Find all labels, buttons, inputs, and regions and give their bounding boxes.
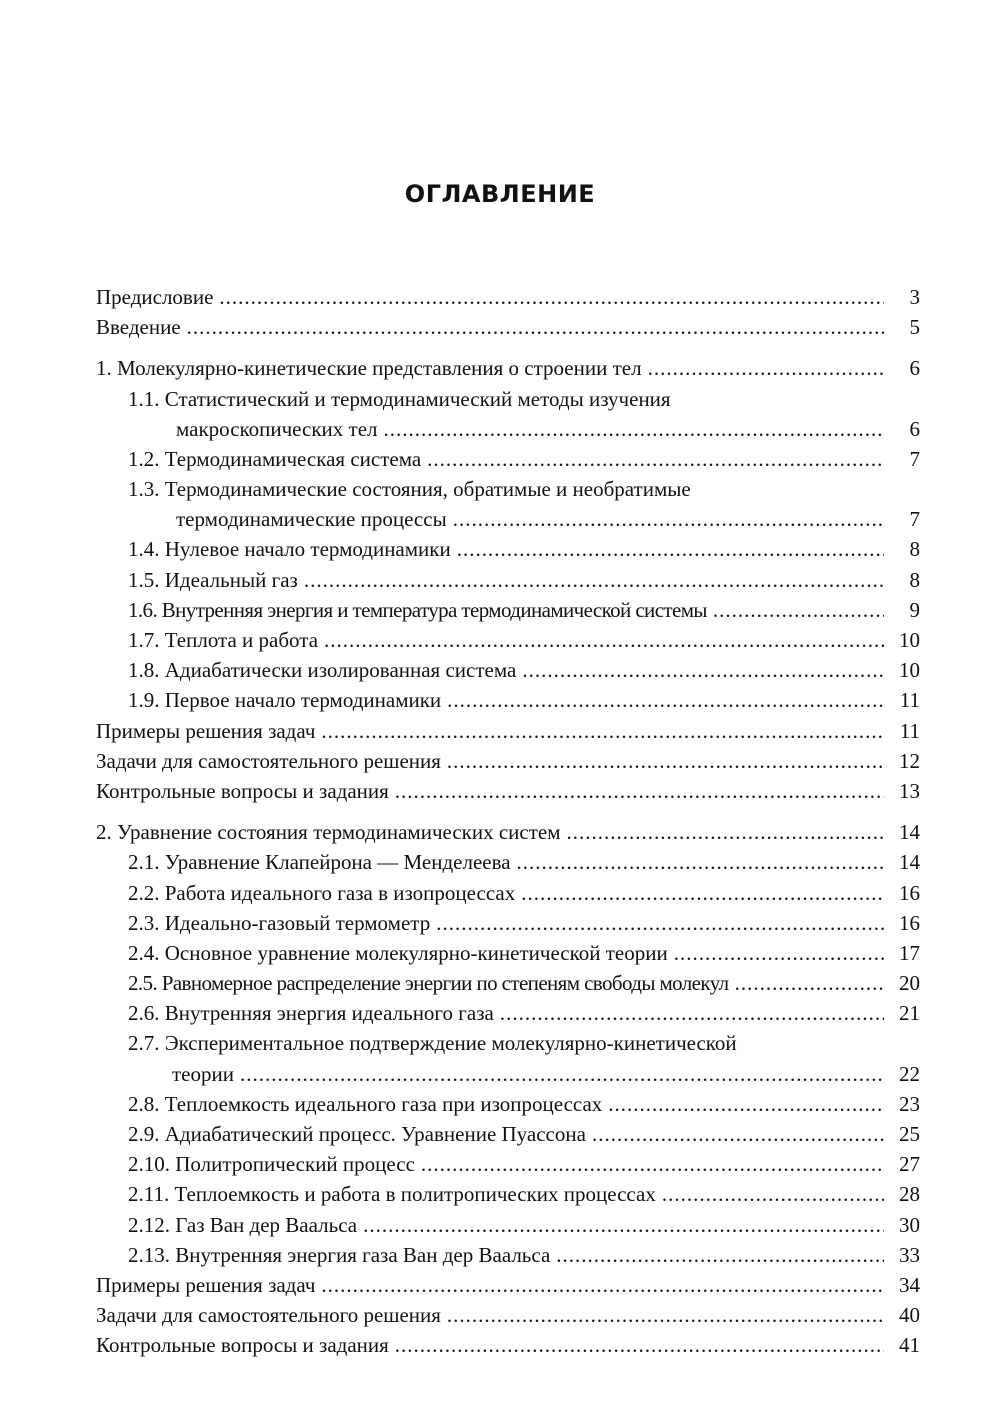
dot-leader — [395, 1330, 884, 1360]
toc-entry-text: Контрольные вопросы и задания — [96, 1333, 389, 1358]
dot-leader — [567, 817, 884, 847]
toc-section-2-8[interactable] — [96, 1089, 920, 1119]
toc-page-number: 17 — [899, 940, 920, 965]
dot-leader — [662, 1179, 884, 1209]
toc-section-2-1[interactable] — [96, 847, 920, 877]
toc-entry-text: Примеры решения задач — [96, 718, 316, 743]
toc-page-number: 6 — [909, 356, 920, 381]
toc-page-number: 14 — [899, 850, 920, 875]
toc-page-number: 33 — [899, 1242, 920, 1267]
dot-leader — [713, 595, 884, 625]
toc-entry-text: 2.10. Политропический процесс — [128, 1152, 415, 1177]
toc-entry-text: 1.1. Статистический и термодинамический методы изучения — [128, 386, 671, 411]
dot-leader — [447, 1300, 884, 1330]
toc-page-number: 5 — [909, 315, 920, 340]
toc-section-2-11[interactable] — [96, 1179, 920, 1209]
page-title: ОГЛАВЛЕНИЕ — [404, 180, 596, 208]
dot-leader — [427, 444, 884, 474]
toc-page-number: 23 — [899, 1091, 920, 1116]
toc-section-1-3-line1[interactable] — [96, 474, 920, 504]
toc-entry-text: 2.3. Идеально-газовый термометр — [128, 910, 431, 935]
toc-page-number: 6 — [909, 416, 920, 441]
dot-leader — [363, 1210, 884, 1240]
toc-section-1-6[interactable] — [96, 595, 920, 625]
toc-section-2-2[interactable] — [96, 878, 920, 908]
dot-leader — [395, 776, 884, 806]
toc-entry-text: макроскопических тел — [176, 416, 378, 441]
dot-leader — [735, 968, 884, 998]
table-of-contents — [96, 282, 920, 1361]
toc-entry-text: 1. Молекулярно-кинетические представления о строении тел — [96, 356, 642, 381]
toc-entry-text: 2.11. Теплоемкость и работа в политропических процессах — [128, 1182, 656, 1207]
toc-ch1-exercises[interactable] — [96, 746, 920, 776]
toc-entry-text: 2.8. Теплоемкость идеального газа при изопроцессах — [128, 1091, 603, 1116]
toc-section-1-1-line1[interactable] — [96, 384, 920, 414]
toc-entry-text: 2.5. Равномерное распределение энергии по степеням свободы молекул — [128, 971, 729, 996]
toc-page-number: 13 — [899, 778, 920, 803]
toc-page-number: 34 — [899, 1272, 920, 1297]
toc-entry-introduction[interactable] — [96, 312, 920, 342]
toc-entry-text: термодинамические процессы — [176, 507, 447, 532]
toc-entry-preface[interactable] — [96, 282, 920, 312]
dot-leader — [608, 1089, 884, 1119]
toc-section-1-9[interactable] — [96, 685, 920, 715]
toc-section-2-7-line1[interactable] — [96, 1029, 920, 1059]
toc-page-number: 20 — [899, 971, 920, 996]
toc-page-number: 12 — [899, 748, 920, 773]
toc-page-number: 11 — [899, 718, 920, 743]
toc-entry-text: Задачи для самостоятельного решения — [96, 1303, 441, 1328]
dot-leader — [421, 1149, 884, 1179]
dot-leader — [592, 1119, 884, 1149]
toc-entry-text: 1.4. Нулевое начало термодинамики — [128, 537, 451, 562]
toc-ch2-examples[interactable] — [96, 1270, 920, 1300]
dot-leader — [453, 504, 884, 534]
toc-page-number: 8 — [909, 537, 920, 562]
toc-entry-text: 1.3. Термодинамические состояния, обратимые и необратимые — [128, 477, 691, 502]
toc-entry-text: 1.6. Внутренняя энергия и температура термодинамической системы — [128, 597, 707, 622]
toc-page-number: 8 — [909, 567, 920, 592]
dot-leader — [321, 716, 884, 746]
toc-entry-text: Введение — [96, 315, 181, 340]
dot-leader — [556, 1240, 884, 1270]
toc-page-number: 10 — [899, 628, 920, 653]
dot-leader — [674, 938, 884, 968]
toc-page-number: 22 — [899, 1061, 920, 1086]
toc-page-number: 30 — [899, 1212, 920, 1237]
toc-ch1-questions[interactable] — [96, 776, 920, 806]
toc-section-2-4[interactable] — [96, 938, 920, 968]
toc-section-1-7[interactable] — [96, 625, 920, 655]
toc-section-2-3[interactable] — [96, 908, 920, 938]
dot-leader — [384, 414, 884, 444]
toc-entry-text: 2.12. Газ Ван дер Ваальса — [128, 1212, 358, 1237]
toc-section-2-5[interactable] — [96, 968, 920, 998]
toc-entry-text: 2.7. Экспериментальное подтверждение молекулярно-кинетической — [128, 1031, 737, 1056]
toc-entry-text: 2.6. Внутренняя энергия идеального газа — [128, 1001, 494, 1026]
dot-leader — [447, 746, 884, 776]
toc-ch2-questions[interactable] — [96, 1330, 920, 1360]
toc-entry-text: Предисловие — [96, 284, 214, 309]
toc-entry-text: 2.1. Уравнение Клапейрона — Менделеева — [128, 850, 511, 875]
dot-leader — [219, 282, 884, 312]
toc-section-1-3[interactable] — [96, 504, 920, 534]
toc-page-number: 25 — [899, 1122, 920, 1147]
toc-ch1-examples[interactable] — [96, 716, 920, 746]
toc-section-1-1[interactable] — [96, 414, 920, 444]
dot-leader — [500, 998, 884, 1028]
toc-entry-text: Контрольные вопросы и задания — [96, 778, 389, 803]
toc-page-number: 7 — [909, 507, 920, 532]
dot-leader — [187, 312, 884, 342]
dot-leader — [436, 908, 884, 938]
toc-section-2-9[interactable] — [96, 1119, 920, 1149]
dot-leader — [521, 878, 884, 908]
toc-entry-text: 2.2. Работа идеального газа в изопроцессах — [128, 880, 516, 905]
toc-entry-text: 1.7. Теплота и работа — [128, 628, 319, 653]
toc-section-2-10[interactable] — [96, 1149, 920, 1179]
toc-page-number: 3 — [909, 284, 920, 309]
dot-leader — [324, 625, 884, 655]
toc-page-number: 9 — [909, 597, 920, 622]
toc-ch2-exercises[interactable] — [96, 1300, 920, 1330]
toc-entry-text: 2.13. Внутренняя энергия газа Ван дер Ваальса — [128, 1242, 551, 1267]
toc-page-number: 16 — [899, 880, 920, 905]
toc-entry-text: Задачи для самостоятельного решения — [96, 748, 441, 773]
toc-chapter-2[interactable] — [96, 817, 920, 847]
dot-leader — [321, 1270, 884, 1300]
dot-leader — [304, 565, 884, 595]
toc-page-number: 41 — [899, 1333, 920, 1358]
toc-chapter-1[interactable] — [96, 353, 920, 383]
toc-section-2-7[interactable] — [96, 1059, 920, 1089]
toc-page-number: 10 — [899, 658, 920, 683]
toc-entry-text: 2.4. Основное уравнение молекулярно-кинетической теории — [128, 940, 668, 965]
toc-section-1-2[interactable] — [96, 444, 920, 474]
toc-entry-text: 1.9. Первое начало термодинамики — [128, 688, 442, 713]
toc-section-2-13[interactable] — [96, 1240, 920, 1270]
toc-entry-text: 1.5. Идеальный газ — [128, 567, 298, 592]
toc-page-number: 7 — [909, 446, 920, 471]
toc-page-number: 11 — [899, 688, 920, 713]
dot-leader — [240, 1059, 884, 1089]
toc-section-1-4[interactable] — [96, 535, 920, 565]
dot-leader — [522, 655, 884, 685]
toc-entry-text: 1.2. Термодинамическая система — [128, 446, 422, 471]
toc-entry-text: теории — [172, 1061, 234, 1086]
dot-leader — [447, 685, 884, 715]
toc-section-1-5[interactable] — [96, 565, 920, 595]
toc-section-2-12[interactable] — [96, 1210, 920, 1240]
toc-page-number: 28 — [899, 1182, 920, 1207]
toc-entry-text: 2. Уравнение состояния термодинамических систем — [96, 820, 561, 845]
toc-page-number: 16 — [899, 910, 920, 935]
toc-page-number: 21 — [899, 1001, 920, 1026]
toc-page-number: 14 — [899, 820, 920, 845]
toc-section-1-8[interactable] — [96, 655, 920, 685]
toc-entry-text: Примеры решения задач — [96, 1272, 316, 1297]
toc-entry-text: 1.8. Адиабатически изолированная система — [128, 658, 517, 683]
dot-leader — [457, 534, 884, 564]
dot-leader — [517, 847, 884, 877]
toc-page-number: 40 — [899, 1303, 920, 1328]
toc-page-number: 27 — [899, 1152, 920, 1177]
toc-entry-text: 2.9. Адиабатический процесс. Уравнение Пуассона — [128, 1122, 586, 1147]
dot-leader — [648, 353, 884, 383]
toc-section-2-6[interactable] — [96, 998, 920, 1028]
